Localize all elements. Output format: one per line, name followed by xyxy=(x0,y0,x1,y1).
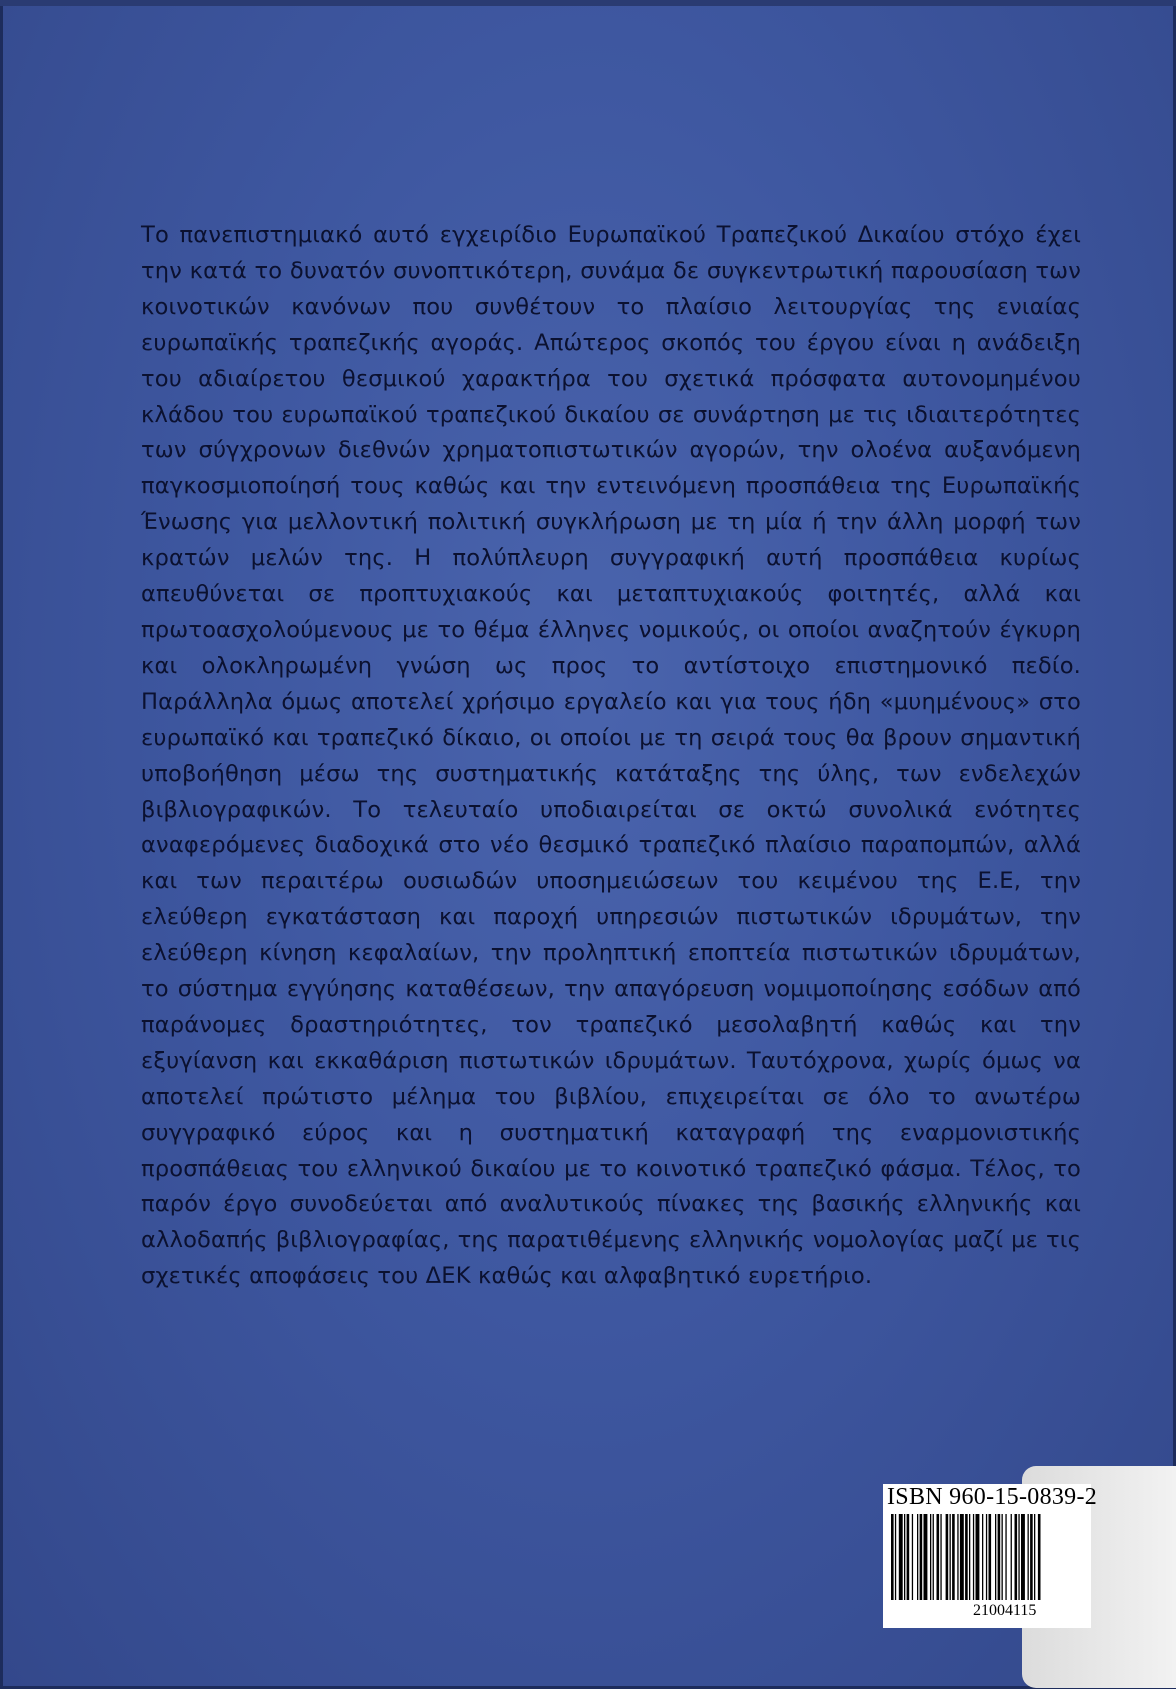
barcode-bar xyxy=(940,1514,941,1600)
barcode-bar xyxy=(924,1514,928,1600)
barcode-bar xyxy=(960,1514,964,1600)
barcode-bar xyxy=(1030,1514,1033,1600)
barcode-bar xyxy=(1005,1514,1006,1600)
barcode-bar xyxy=(957,1514,958,1600)
barcode-bar xyxy=(917,1514,918,1600)
barcode-bar xyxy=(933,1514,934,1600)
barcode-bar xyxy=(899,1514,903,1600)
barcode-bar xyxy=(969,1514,970,1600)
barcode-bar xyxy=(982,1514,983,1600)
barcode-bar xyxy=(986,1514,987,1600)
isbn-label: ISBN 960-15-0839-2 xyxy=(887,1484,1098,1510)
barcode-bar xyxy=(912,1514,913,1600)
barcode-bar xyxy=(891,1514,894,1600)
barcode-bar xyxy=(950,1514,951,1600)
barcode-bar xyxy=(1038,1514,1041,1600)
barcode-bar xyxy=(937,1514,940,1600)
barcode-bar xyxy=(930,1514,931,1600)
barcode-bar xyxy=(1015,1514,1018,1600)
barcode-bar xyxy=(904,1514,905,1600)
barcode-bars xyxy=(891,1514,1083,1600)
barcode-bar xyxy=(998,1514,1001,1600)
barcode-bar xyxy=(989,1514,992,1600)
barcode-bar xyxy=(965,1514,968,1600)
barcode-bar xyxy=(1011,1514,1012,1600)
isbn-barcode xyxy=(883,1484,1098,1628)
barcode-bar xyxy=(1018,1514,1019,1600)
barcode-bar xyxy=(952,1514,955,1600)
barcode-bar xyxy=(995,1514,996,1600)
barcode-bar xyxy=(1028,1514,1029,1600)
barcode-bar xyxy=(973,1514,974,1600)
barcode-bar xyxy=(1021,1514,1025,1600)
barcode-bar xyxy=(1002,1514,1003,1600)
barcode-number: 21004115 xyxy=(973,1602,1037,1619)
blurb-text: Το πανεπιστημιακό αυτό εγχειρίδιο Ευρωπαϊκού Τραπεζικού Δικαίου στόχο έχει την κατά το δυνατόν συνοπτικότερη, συνάμα δε συγκεντρωτική παρουσίαση των κοινοτικών κανόνων που συνθέτουν το πλαίσιο λειτουργίας της ενιαίας ευρωπαϊκής τραπεζικής αγοράς. Απώτερος σκοπός του έργου είναι η ανάδειξη του αδιαίρετου θεσμικού χαρακτήρα του σχετικά πρόσφατα αυτονομημένου κλάδου του ευρωπαϊκού τραπεζικού δικαίου σε συνάρτηση με τις ιδιαιτερότητες των σύγχρονων διεθνών χρηματοπιστωτικών αγορών, την ολοένα αυξανόμενη παγκοσμιοποίησή τους καθώς και την εντεινόμενη προσπάθεια της Ευρωπαϊκής Ένωσης για μελλοντική πολιτική συγκλήρωση με τη μία ή την άλλη μορφή των κρατών μελών της. Η πολύπλευρη συγγραφική αυτή προσπάθεια κυρίως απευθύνεται σε προπτυχιακούς και μεταπτυχιακούς φοιτητές, αλλά και πρωτοασχολούμενους με το θέμα έλληνες νομικούς, οι οποίοι αναζητούν έγκυρη και ολοκληρωμένη γνώση ως προς το αντίστοιχο επιστημονικό πεδίο. Παράλληλα όμως αποτελεί χρήσιμο εργαλείο και για τους ήδη «μυημένους» στο ευρωπαϊκό και τραπεζικό δίκαιο, οι οποίοι με τη σειρά τους θα βρουν σημαντική υποβοήθηση μέσω της συστηματικής κατάταξης της ύλης, των ενδελεχών βιβλιογραφικών. Το τελευταίο υποδιαιρείται σε οκτώ συνολικά ενότητες αναφερόμενες διαδοχικά στο νέο θεσμικό τραπεζικό πλαίσιο παραπομπών, αλλά και των περαιτέρω ουσιωδών υποσημειώσεων του κειμένου της Ε.Ε, την ελεύθερη εγκατάσταση και παροχή υπηρεσιών πιστωτικών ιδρυμάτων, την ελεύθερη κίνηση κεφαλαίων, την προληπτική εποπτεία πιστωτικών ιδρυμάτων, το σύστημα εγγύησης καταθέσεων, την απαγόρευση νομιμοποίησης εσόδων από παράνομες δραστηριότητες, τον τραπεζικό μεσολαβητή καθώς και την εξυγίανση και εκκαθάριση πιστωτικών ιδρυμάτων. Ταυτόχρονα, χωρίς όμως να αποτελεί πρώτιστο μέλημα του βιβλίου, επιχειρείται σε όλο το ανωτέρω συγγραφικό εύρος και η συστηματική καταγραφή της εναρμονιστικής προσπάθειας του ελληνικού δικαίου με το κοινοτικό τραπεζικό φάσμα. Τέλος, το παρόν έργο συνοδεύεται από αναλυτικούς πίνακες της βασικής ελληνικής και αλλοδαπής βιβλιογραφίας, της παρατιθέμενης ελληνικής νομολογίας μαζί με τις σχετικές αποφάσεις του ΔΕΚ καθώς και αλφαβητικό ευρετήριο. xyxy=(141,222,1081,1290)
barcode-bar xyxy=(920,1514,923,1600)
barcode-bar xyxy=(946,1514,949,1600)
barcode-bar xyxy=(976,1514,980,1600)
barcode-bar xyxy=(895,1514,896,1600)
barcode-bar xyxy=(907,1514,910,1600)
barcode-bar xyxy=(1034,1514,1035,1600)
